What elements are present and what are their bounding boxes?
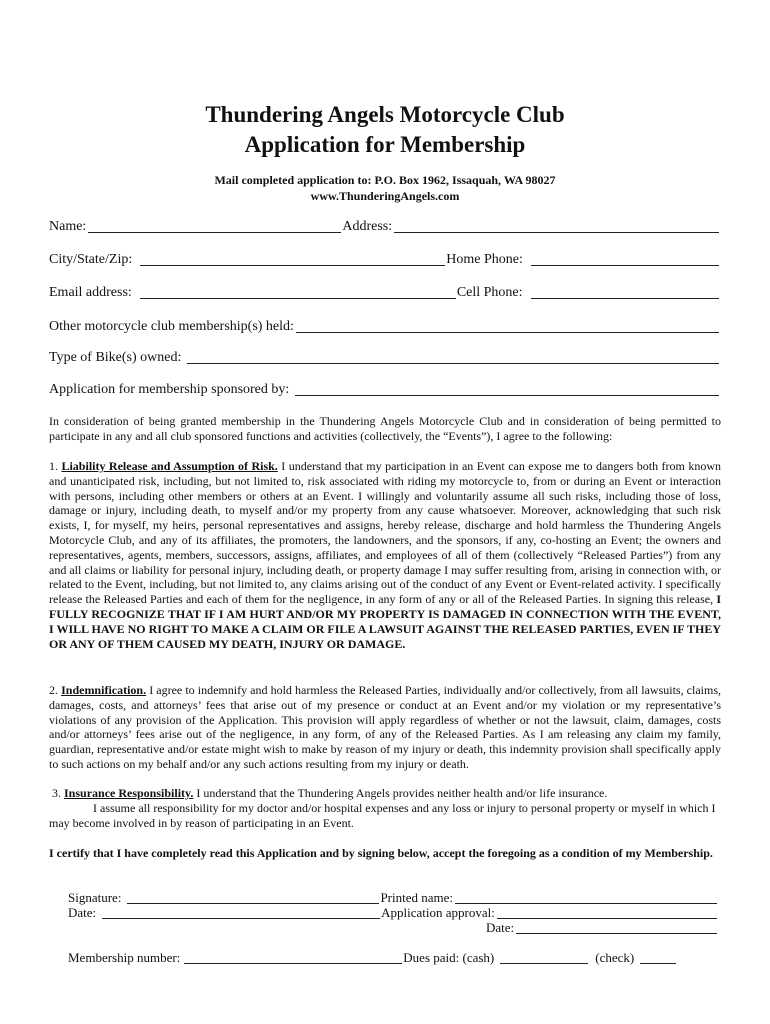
dues-check-field[interactable] — [640, 948, 676, 964]
membership-number-field[interactable] — [184, 948, 402, 964]
application-approval-label: Application approval: — [381, 905, 495, 920]
bike-type-label: Type of Bike(s) owned: — [49, 350, 182, 365]
other-club-label: Other motorcycle club membership(s) held: — [49, 319, 294, 334]
membership-dues-row — [68, 947, 718, 967]
website-text: www.ThunderingAngels.com — [310, 189, 460, 203]
address-label: Address: — [342, 219, 393, 234]
insurance-text: I understand that the Thundering Angels provides neither health and/or life insurance. — [196, 786, 608, 800]
cell-phone-field[interactable] — [531, 283, 719, 299]
name-address-row — [49, 216, 720, 236]
indemnification-text: I agree to indemnify and hold harmless the Released Parties, individually and/or collectively, from all lawsuits, claims, damages, costs, and attorneys’ fees that arise out of my presence or conduct at an Event and/or my violation or my representative’s violations of any provision of the Application. This provision will apply regardless of whether or not the lawsuit, claim, damages, costs and/or attorneys’ fees arise out of the negligence, in any form, of any of the Released Parties. As I am releasing any claim my family, guardian, representative and/or estate might wish to make by reason of my injury or death, this indemnity provision shall specifically apply to such actions on my behalf and/or any such actions resulting from my injury or death. — [49, 683, 722, 771]
certification-statement: I certify that I have completely read this Application and by signing below, accept the foregoing as a condition of my Membership. — [49, 846, 713, 860]
email-cell-row — [49, 282, 720, 302]
home-phone-field[interactable] — [531, 250, 719, 266]
club-name-heading: Thundering Angels Motorcycle Club — [205, 102, 565, 127]
bike-type-row — [49, 347, 720, 367]
sponsor-field[interactable] — [295, 380, 719, 396]
liability-caps-text: I FULLY RECOGNIZE THAT IF I AM HURT AND/OR MY PROPERTY IS DAMAGED IN CONNECTION WITH THE EVENT, I WILL HAVE NO RIGHT TO MAKE A CLAIM OR FILE A LAWSUIT AGAINST THE RELEASED PARTIES, EVEN IF THEY OR ANY OF THEM CAUSED MY DEATH, INJURY OR DAMAGE. — [49, 592, 722, 651]
approval-date-field[interactable] — [516, 918, 717, 934]
name-label: Name: — [49, 219, 87, 234]
indemnification-heading: Indemnification. — [61, 683, 147, 697]
address-field[interactable] — [394, 217, 719, 233]
liability-number: 1. — [49, 459, 58, 473]
approval-date-row — [68, 917, 718, 937]
home-phone-label: Home Phone: — [446, 252, 523, 267]
insurance-responsibility-paragraph — [49, 801, 721, 831]
name-field[interactable] — [88, 217, 341, 233]
cell-phone-label: Cell Phone: — [456, 285, 523, 300]
city-phone-row — [49, 249, 720, 269]
city-state-zip-field[interactable] — [140, 250, 445, 266]
other-club-field[interactable] — [296, 317, 719, 333]
membership-number-label: Membership number: — [68, 950, 181, 965]
signature-label: Signature: — [68, 890, 122, 905]
bike-type-field[interactable] — [187, 348, 719, 364]
mailing-address-text: Mail completed application to: P.O. Box 1962, Issaquah, WA 98027 — [214, 173, 556, 187]
city-state-zip-label: City/State/Zip: — [49, 252, 133, 267]
insurance-paragraph — [52, 786, 724, 801]
date-label: Date: — [68, 905, 97, 920]
dues-cash-label: Dues paid: (cash) — [403, 950, 495, 965]
email-label: Email address: — [49, 285, 132, 300]
dues-cash-field[interactable] — [500, 948, 588, 964]
consideration-paragraph: In consideration of being granted membership in the Thundering Angels Motorcycle Club and in consideration of being permitted to participate in any and all club sponsored functions and activities (collectively, the “Events”), I agree to the following: — [49, 414, 721, 443]
dues-check-label: (check) — [595, 950, 635, 965]
sponsor-row — [49, 379, 720, 399]
liability-release-paragraph — [49, 459, 721, 651]
insurance-responsibility-text: I assume all responsibility for my doctor and/or hospital expenses and any loss or injury to personal property or myself in which I may become involved in by reason of participating in an Event. — [49, 801, 716, 830]
application-heading: Application for Membership — [244, 132, 526, 157]
indemnification-number: 2. — [49, 683, 58, 697]
printed-name-label: Printed name: — [380, 890, 454, 905]
other-club-row — [49, 316, 720, 336]
liability-heading: Liability Release and Assumption of Risk. — [61, 459, 278, 473]
indemnification-paragraph — [49, 683, 721, 772]
liability-text: I understand that my participation in an Event can expose me to dangers both from known and unanticipated risk, including, but not limited to, risk associated with riding my motorcycle to, from or during an Event or interaction with persons, including other members or others at an Event. I willingly and voluntarily assume all such risks, including those of loss, damage or injury, including death, to myself and/or my property from any cause whatsoever. Moreover, acknowledging that such risk exists, I, for myself, my heirs, personal representatives and assigns, hereby release, discharge and hold harmless the Thundering Angels Motorcycle Club, and any of its affiliates, the promoters, the landowners, and the sponsors, if any, co-hosting an Event; the owners and representatives, agents, members, successors, assigns, affiliates, and employees of all of them (collectively “Released Parties”) from any and all claims or liability for personal injury, including death, or property damage I may suffer resulting from, arising in connection with, or related to the Event, including, but not limited to, any claims arising out of the conduct of any Event or Event-related activity. I specifically release the Released Parties and each of them for the negligence, in any form of any or all of the Released Parties. In signing this release, — [49, 459, 722, 607]
sponsor-label: Application for membership sponsored by: — [49, 382, 290, 397]
insurance-heading: Insurance Responsibility. — [64, 786, 194, 800]
insurance-number: 3. — [52, 786, 61, 800]
approval-date-label: Date: — [486, 920, 515, 935]
email-field[interactable] — [140, 283, 456, 299]
